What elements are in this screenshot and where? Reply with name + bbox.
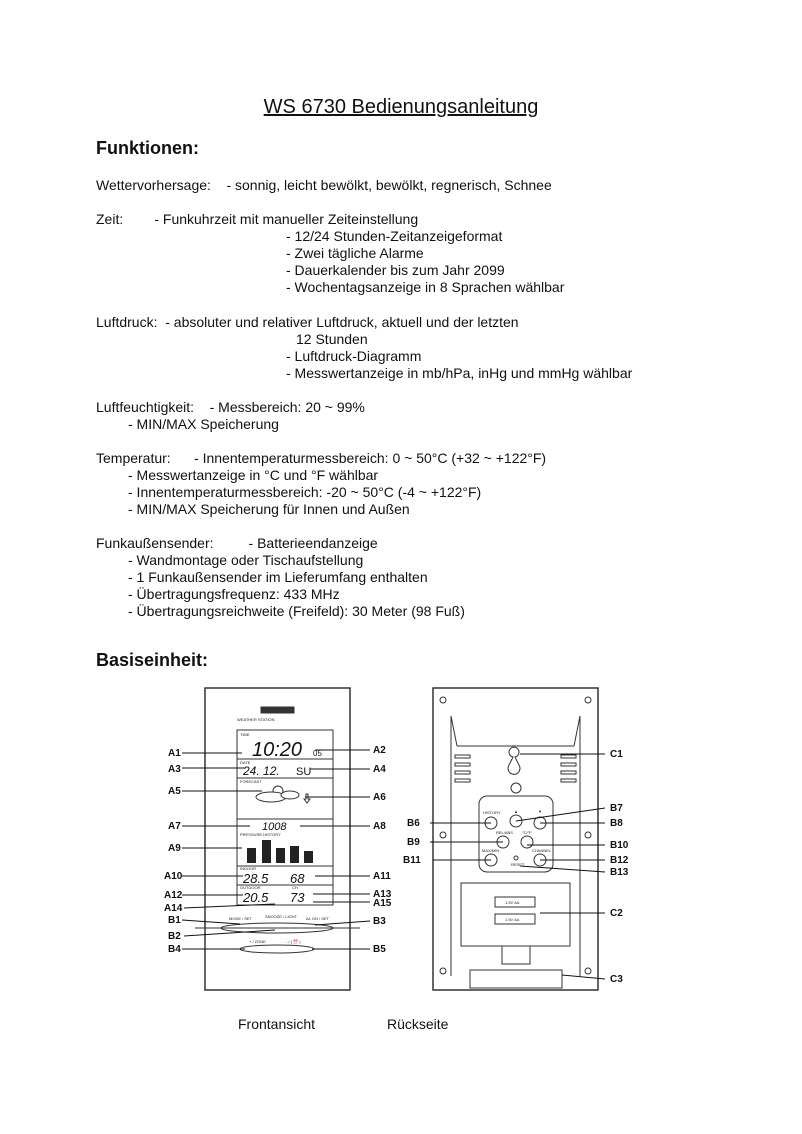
text-line: - 12/24 Stunden-Zeitanzeigeformat [286, 228, 503, 244]
screw-holes [440, 697, 591, 974]
callout-label: A2 [373, 745, 386, 756]
callout-label: B4 [168, 944, 181, 955]
button-label: SNOOZE / LIGHT [265, 914, 298, 919]
button-label: °C/°F [522, 830, 532, 835]
text-line: Wettervorhersage: - sonnig, leicht bewölkt, bewölkt, regnerisch, Schnee [96, 177, 552, 193]
front-lower-buttons [240, 945, 314, 953]
lcd-label: TIME [240, 732, 250, 737]
callout-label: C2 [610, 908, 623, 919]
button-label: REL/ABS [496, 830, 513, 835]
button-label: CHANNEL [532, 848, 552, 853]
lcd-seconds: 05 [313, 749, 322, 758]
callout-label: A15 [373, 898, 392, 909]
callout-label: A9 [168, 843, 181, 854]
callout-label: A14 [164, 903, 183, 914]
callout-label: A7 [168, 821, 181, 832]
back-view-diagram [403, 688, 629, 990]
callout-label: B5 [373, 944, 386, 955]
button-label: ▲ [514, 809, 518, 814]
callout-label: A11 [373, 871, 391, 882]
callout-label: B7 [610, 803, 623, 814]
callout-label: A4 [373, 764, 386, 775]
callout-label: A3 [168, 764, 181, 775]
text-line: - Innentemperaturmessbereich: -20 ~ 50°C (-4 ~ +122°F) [128, 484, 482, 500]
text-line: Zeit: - Funkuhrzeit mit manueller Zeiteinstellung [96, 211, 419, 227]
lcd-outdoor-humidity: 73 [290, 890, 305, 905]
callout-label: B11 [403, 855, 421, 866]
text-line: Luftfeuchtigkeit: - Messbereich: 20 ~ 99% [96, 399, 365, 415]
lcd-label: DATE [240, 760, 251, 765]
caption-front: Frontansicht [238, 1016, 316, 1032]
page-title: WS 6730 Bedienungsanleitung [263, 96, 539, 118]
stand-clip [502, 946, 530, 964]
text-line: - Wandmontage oder Tischaufstellung [128, 552, 364, 568]
lcd-label: INDOOR [240, 866, 256, 871]
text-line: - Messwertanzeige in mb/hPa, inHg und mmHg wählbar [286, 365, 633, 381]
text-line: - Zwei tägliche Alarme [286, 245, 424, 261]
sun-cloud-icon [256, 786, 299, 802]
text-line: - 1 Funkaußensender im Lieferumfang enthalten [128, 569, 428, 585]
button-label: RESET [511, 862, 525, 867]
text-line: Luftdruck: - absoluter und relativer Luftdruck, aktuell und der letzten [96, 314, 519, 330]
text-line: 12 Stunden [296, 331, 368, 347]
pressure-history-bars [247, 840, 313, 863]
callout-label: A6 [373, 792, 386, 803]
callout-label: B1 [168, 915, 181, 926]
lcd-pressure: 1008 [262, 821, 287, 833]
callout-label: A5 [168, 786, 181, 797]
heading-funktionen: Funktionen: [96, 138, 199, 158]
lcd-label: CH [292, 885, 298, 890]
callout-label: B13 [610, 867, 629, 878]
text-line: - MIN/MAX Speicherung [128, 416, 279, 432]
lcd-time: 10:20 [252, 739, 303, 761]
button-label: ▼ [538, 809, 542, 814]
reset-button[interactable] [514, 856, 518, 860]
text-line: Temperatur: - Innentemperaturmessbereich: 0 ~ 50°C (+32 ~ +122°F) [96, 450, 547, 466]
button-label: - / ( ⏰ ) [286, 939, 301, 944]
callout-label: C3 [610, 974, 623, 985]
text-line: - MIN/MAX Speicherung für Innen und Außen [128, 501, 410, 517]
brand-text: WEATHER STATION [237, 717, 275, 722]
text-line: - Wochentagsanzeige in 8 Sprachen wählbar [286, 279, 565, 295]
lcd-indoor-humidity: 68 [290, 871, 305, 886]
callout-label: A1 [168, 748, 181, 759]
callout-label: B6 [407, 818, 420, 829]
callout-label: B8 [610, 818, 623, 829]
callout-label: C1 [610, 749, 623, 760]
callout-label: B12 [610, 855, 629, 866]
button-label: MODE / SET [229, 916, 253, 921]
callout-label: A8 [373, 821, 386, 832]
lcd-outdoor-temp: 20.5 [243, 890, 269, 905]
unit-button[interactable] [521, 836, 533, 848]
speaker-grille [511, 783, 521, 793]
callout-label: B3 [373, 916, 386, 927]
callout-label: B2 [168, 931, 181, 942]
caption-back: Rückseite [387, 1016, 449, 1032]
text-line: - Messwertanzeige in °C und °F wählbar [128, 467, 379, 483]
heading-basiseinheit: Basiseinheit: [96, 650, 209, 670]
lcd-date: 24. 12. [243, 764, 280, 778]
front-view-diagram [164, 688, 392, 990]
lcd-weekday: SU [296, 766, 312, 778]
callout-label: A13 [373, 889, 392, 900]
lcd-indoor-temp: 28.5 [243, 871, 269, 886]
lcd-label: FORECAST [240, 779, 262, 784]
lcd-label: OUTDOOR [240, 885, 261, 890]
callout-label: B9 [407, 837, 420, 848]
text-line: - Dauerkalender bis zum Jahr 2099 [286, 262, 505, 278]
text-line: - Luftdruck-Diagramm [286, 348, 422, 364]
text-line: - Übertragungsfrequenz: 433 MHz [128, 586, 340, 602]
wall-hook-hole [508, 747, 520, 774]
callout-label: B10 [610, 840, 629, 851]
text-line: Funkaußensender: - Batterieendanzeige [96, 535, 378, 551]
callout-label: A10 [164, 871, 183, 882]
button-label: AL ON / SET [306, 916, 329, 921]
stand [470, 970, 562, 988]
button-label: MAX/MIN [482, 848, 500, 853]
text-line: - Übertragungsreichweite (Freifeld): 30 Meter (98 Fuß) [128, 603, 465, 619]
trend-arrow-icon [304, 794, 310, 803]
lcd-label: PRESSURE HISTORY [240, 832, 281, 837]
button-label: HISTORY [483, 810, 501, 815]
back-button-panel [479, 796, 553, 872]
battery-label: 1.5V AA [505, 900, 520, 905]
button-label: + / ZONE [249, 939, 266, 944]
battery-label: 1.5V AA [505, 917, 520, 922]
callout-label: A12 [164, 890, 183, 901]
